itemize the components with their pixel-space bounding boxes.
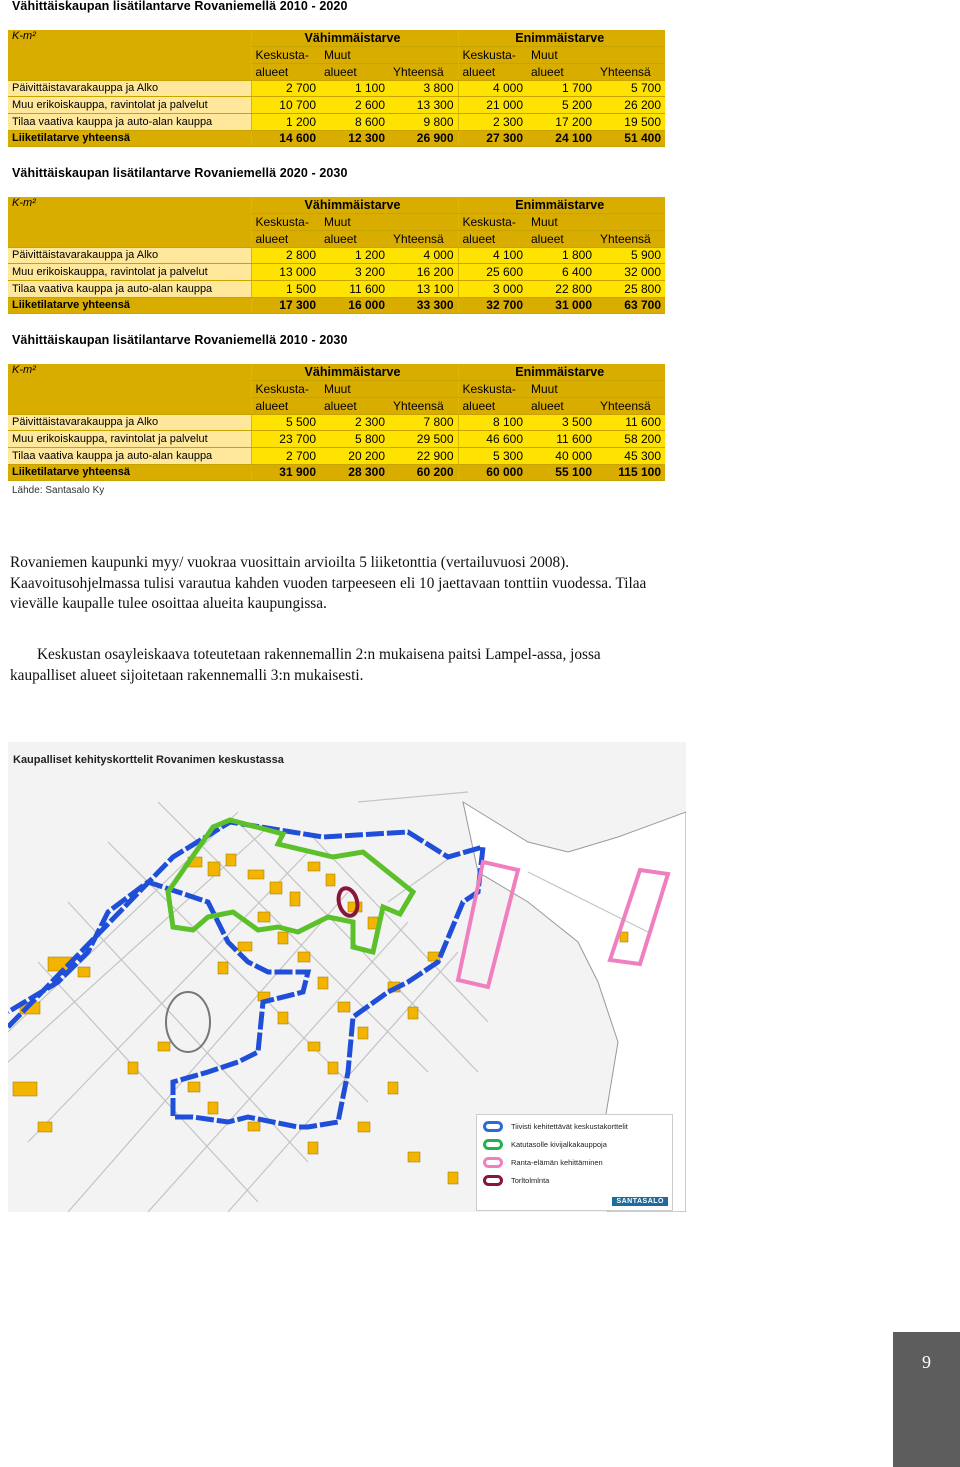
group-header-min: Vähimmäistarve [251,30,458,47]
table-title: Vähittäiskaupan lisätilantarve Rovaniemellä 2010 - 2020 [12,0,348,13]
column-header: alueet [320,397,389,414]
table-total-row [8,297,665,314]
brand-logo: SANTASALO [612,1197,668,1206]
table-cell: 1 200 [320,247,389,264]
table-cell: 23 700 [251,431,320,448]
column-header [389,47,458,64]
table-row [8,431,665,448]
column-header [389,381,458,398]
column-header [596,381,665,398]
legend-swatch [483,1139,503,1150]
column-header: Keskusta- [251,214,320,231]
column-header: Yhteensä [389,230,458,247]
group-header-max: Enimmäistarve [458,197,665,214]
table-cell: 22 800 [527,280,596,297]
column-header [389,214,458,231]
table-cell: 13 000 [251,264,320,281]
table-cell: 45 300 [596,447,665,464]
table-cell: 60 000 [458,464,527,481]
column-header: Keskusta- [251,47,320,64]
table-cell: 3 200 [320,264,389,281]
table-cell: 11 600 [527,431,596,448]
table-cell: 21 000 [458,97,527,114]
map-legend [476,1114,673,1211]
table-row [8,414,665,431]
legend-item [483,1139,607,1150]
table-cell: 14 600 [251,130,320,147]
legend-label: Katutasolle kivijalkakauppoja [511,1140,607,1149]
table-cell: 22 900 [389,447,458,464]
row-label: Päivittäistavarakauppa ja Alko [8,80,251,97]
column-header: Yhteensä [389,63,458,80]
table-cell: 25 600 [458,264,527,281]
table-cell: 24 100 [527,130,596,147]
column-header: Muut [320,214,389,231]
table-cell: 8 600 [320,113,389,130]
table-cell: 1 800 [527,247,596,264]
table-cell: 3 800 [389,80,458,97]
column-header: alueet [251,230,320,247]
data-table [8,197,665,314]
legend-swatch [483,1175,503,1186]
page-number: 9 [922,1352,931,1372]
column-header: alueet [320,63,389,80]
table-row [8,113,665,130]
group-header-max: Enimmäistarve [458,30,665,47]
table-cell: 27 300 [458,130,527,147]
column-header: alueet [458,230,527,247]
map-title: Kaupalliset kehityskorttelit Rovanimen keskustassa [13,754,284,766]
table-cell: 60 200 [389,464,458,481]
row-label: Tilaa vaativa kauppa ja auto-alan kauppa [8,113,251,130]
row-label: Liiketilatarve yhteensä [8,297,251,314]
page-number-box [893,1332,960,1467]
table-cell: 5 300 [458,447,527,464]
row-label: Päivittäistavarakauppa ja Alko [8,247,251,264]
table-row [8,247,665,264]
table-header-row [8,30,665,47]
column-header: alueet [458,397,527,414]
column-header: Muut [527,214,596,231]
table-total-row [8,130,665,147]
table-cell: 29 500 [389,431,458,448]
column-header: Muut [320,381,389,398]
table-cell: 8 100 [458,414,527,431]
table-row [8,280,665,297]
unit-label: K-m² [8,30,251,80]
legend-item [483,1121,628,1132]
table-header-row [8,197,665,214]
table-cell: 5 500 [251,414,320,431]
table-cell: 25 800 [596,280,665,297]
row-label: Tilaa vaativa kauppa ja auto-alan kauppa [8,280,251,297]
table-cell: 5 200 [527,97,596,114]
table-cell: 31 900 [251,464,320,481]
row-label: Liiketilatarve yhteensä [8,464,251,481]
table-cell: 1 700 [527,80,596,97]
legend-label: Ranta-elämän kehittäminen [511,1158,603,1167]
city-map [8,742,686,1212]
table-cell: 5 900 [596,247,665,264]
table-row [8,264,665,281]
table-cell: 51 400 [596,130,665,147]
table-cell: 32 000 [596,264,665,281]
table-total-row [8,464,665,481]
table-cell: 6 400 [527,264,596,281]
table-cell: 10 700 [251,97,320,114]
table-cell: 11 600 [320,280,389,297]
table-row [8,447,665,464]
table-cell: 4 000 [389,247,458,264]
table-cell: 5 700 [596,80,665,97]
group-header-min: Vähimmäistarve [251,197,458,214]
paragraph: Keskustan osayleiskaava toteutetaan rakennemallin 2:n mukaisena paitsi Lampel-assa, jossa kaupalliset alueet sijoitetaan rakennemalli 3:n mukaisesti. [10,646,601,684]
table-cell: 26 900 [389,130,458,147]
table-cell: 20 200 [320,447,389,464]
table-cell: 4 100 [458,247,527,264]
row-label: Liiketilatarve yhteensä [8,130,251,147]
legend-item [483,1175,549,1186]
column-header: Yhteensä [389,397,458,414]
table-cell: 28 300 [320,464,389,481]
legend-swatch [483,1157,503,1168]
column-header: Muut [320,47,389,64]
table-cell: 2 800 [251,247,320,264]
table-cell: 55 100 [527,464,596,481]
column-header: Keskusta- [251,381,320,398]
table-cell: 58 200 [596,431,665,448]
column-header: alueet [527,397,596,414]
column-header: alueet [320,230,389,247]
row-label: Muu erikoiskauppa, ravintolat ja palvelut [8,264,251,281]
table-cell: 1 500 [251,280,320,297]
table-title: Vähittäiskaupan lisätilantarve Rovaniemellä 2020 - 2030 [12,166,348,180]
table-cell: 2 700 [251,447,320,464]
table-cell: 26 200 [596,97,665,114]
table-cell: 7 800 [389,414,458,431]
row-label: Päivittäistavarakauppa ja Alko [8,414,251,431]
table-cell: 1 100 [320,80,389,97]
data-table [8,364,665,481]
source-note: Lähde: Santasalo Ky [12,485,105,496]
table-cell: 11 600 [596,414,665,431]
paragraph: Rovaniemen kaupunki myy/ vuokraa vuosittain arvioilta 5 liiketonttia (vertailuvuosi 2008). Kaavoitusohjelmassa tulisi varautua kahden vuoden tarpeeseen eli 10 jaettavaan tonttiin vuodessa. Tilaa vievälle kaupalle tulee osoittaa alueita kaupungissa. [10,554,647,612]
table-cell: 2 700 [251,80,320,97]
column-header: Yhteensä [596,397,665,414]
table-cell: 4 000 [458,80,527,97]
table-cell: 31 000 [527,297,596,314]
table-header-row [8,364,665,381]
table-cell: 16 200 [389,264,458,281]
column-header: Keskusta- [458,381,527,398]
column-header: Muut [527,47,596,64]
column-header [596,214,665,231]
column-header: Keskusta- [458,214,527,231]
table-cell: 2 300 [458,113,527,130]
column-header: alueet [527,63,596,80]
unit-label: K-m² [8,364,251,414]
legend-label: Tiivisti kehitettävät keskustakorttelit [511,1122,628,1131]
table-cell: 12 300 [320,130,389,147]
table-cell: 13 300 [389,97,458,114]
table-cell: 32 700 [458,297,527,314]
legend-swatch [483,1121,503,1132]
table-cell: 40 000 [527,447,596,464]
table-cell: 3 000 [458,280,527,297]
table-row [8,97,665,114]
column-header: alueet [251,63,320,80]
column-header: Keskusta- [458,47,527,64]
table-cell: 2 300 [320,414,389,431]
column-header: Muut [527,381,596,398]
unit-label: K-m² [8,197,251,247]
row-label: Muu erikoiskauppa, ravintolat ja palvelut [8,431,251,448]
table-cell: 17 300 [251,297,320,314]
table-cell: 19 500 [596,113,665,130]
column-header [596,47,665,64]
table-cell: 5 800 [320,431,389,448]
group-header-min: Vähimmäistarve [251,364,458,381]
legend-label: Torltolmlnta [511,1176,550,1185]
table-cell: 46 600 [458,431,527,448]
table-cell: 16 000 [320,297,389,314]
column-header: Yhteensä [596,63,665,80]
table-cell: 13 100 [389,280,458,297]
legend-item [483,1157,603,1168]
table-cell: 3 500 [527,414,596,431]
row-label: Tilaa vaativa kauppa ja auto-alan kauppa [8,447,251,464]
column-header: alueet [527,230,596,247]
table-cell: 2 600 [320,97,389,114]
row-label: Muu erikoiskauppa, ravintolat ja palvelut [8,97,251,114]
table-cell: 115 100 [596,464,665,481]
group-header-max: Enimmäistarve [458,364,665,381]
table-cell: 63 700 [596,297,665,314]
table-title: Vähittäiskaupan lisätilantarve Rovaniemellä 2010 - 2030 [12,333,348,347]
column-header: alueet [458,63,527,80]
table-row [8,80,665,97]
table-cell: 1 200 [251,113,320,130]
data-table [8,30,665,147]
table-cell: 9 800 [389,113,458,130]
column-header: Yhteensä [596,230,665,247]
column-header: alueet [251,397,320,414]
table-cell: 17 200 [527,113,596,130]
table-cell: 33 300 [389,297,458,314]
